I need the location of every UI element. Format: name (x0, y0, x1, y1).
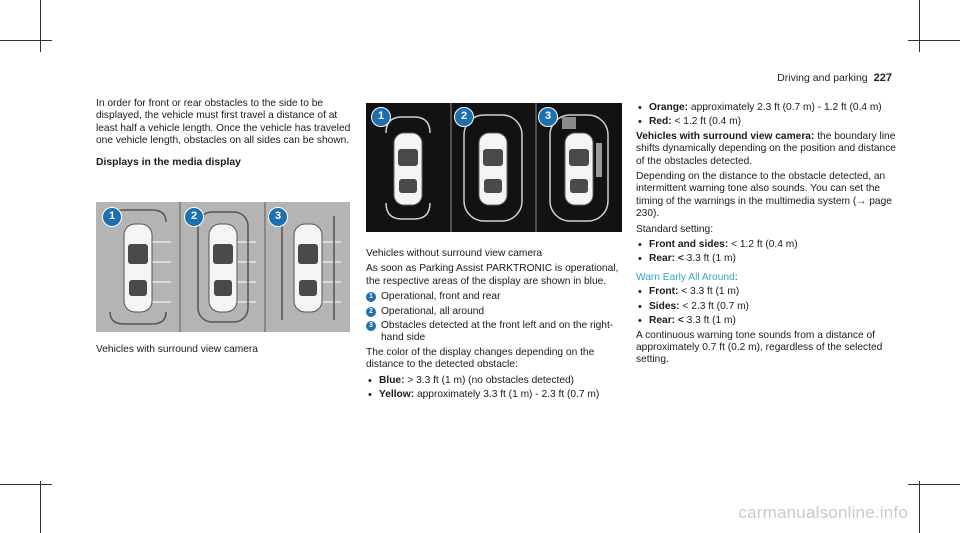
bullet-label: Sides: (649, 300, 680, 312)
numbered-text: Operational, front and rear (381, 291, 501, 303)
bullet-item (636, 286, 896, 298)
bullet-label: Red: (649, 116, 672, 128)
crop-mark (919, 0, 920, 52)
parktronic-illustration (366, 103, 622, 232)
bullet-label: Orange: (649, 102, 689, 113)
page-header (777, 72, 892, 84)
crop-mark (40, 0, 41, 52)
bullet-item (636, 315, 896, 327)
warn-early-paragraph (636, 272, 896, 284)
numbered-item (366, 291, 624, 303)
bullet-item (636, 116, 896, 128)
bullet-text: 3.3 ft (1 m) (686, 253, 736, 265)
crop-mark (0, 40, 52, 41)
surround-label: Vehicles with surround view camera: (636, 130, 815, 142)
surround-text: the boundary line shifts dynamically depending on the position and distance of the obstacles detected. (636, 130, 896, 167)
crop-mark (0, 484, 52, 485)
warn-early-colon: : (734, 271, 738, 283)
section-heading: Displays in the media display (96, 156, 241, 168)
column-middle (366, 244, 624, 403)
color-intro: The color of the display changes depending on the distance to the detected obstacle: (366, 346, 595, 371)
callout-badge-1: 1 (102, 207, 122, 227)
surround-view-illustration (96, 202, 350, 332)
image-caption: Vehicles with surround view camera (96, 344, 258, 355)
column-left-caption (96, 344, 352, 359)
intro-paragraph: As soon as Parking Assist PARKTRONIC is operational, the respective areas of the display are shown in blue. (366, 263, 619, 287)
bullet-text: approximately 3.3 ft (1 m) - 2.3 ft (0.7 m) (416, 389, 600, 401)
crop-mark (40, 481, 41, 533)
crop-mark (919, 481, 920, 533)
bullet-text: > 3.3 ft (1 m) (no obstacles detected) (407, 374, 575, 386)
bullet-text: 3.3 ft (1 m) (686, 315, 736, 327)
numbered-item (366, 306, 624, 318)
bullet-label: Rear: < (649, 315, 684, 327)
column-right (636, 102, 896, 370)
bullet-text: approximately 2.3 ft (0.7 m) - 1.2 ft (0.4 m) (690, 102, 882, 113)
numbered-text: Obstacles detected at the front left and on the right-hand side (381, 320, 614, 344)
bullet-item (366, 375, 624, 387)
bullet-label: Blue: (379, 374, 405, 386)
callout-badge-3: 3 (538, 107, 558, 127)
bullet-text: < 2.3 ft (0.7 m) (682, 300, 749, 312)
crop-mark (908, 484, 960, 485)
bullet-item (636, 102, 896, 114)
bullet-text: < 1.2 ft (0.4 m) (674, 116, 742, 128)
bullet-item (366, 389, 624, 401)
image-caption: Vehicles without surround view camera (366, 248, 543, 259)
number-badge: 3 (366, 321, 376, 331)
warn-early-label: Warn Early All Around (636, 271, 735, 283)
warning-paragraph: Depending on the distance to the obstacle detected, an intermittent warning tone also sounds. You can set the timing of the warnings in the multimedia system (→ page 230). (636, 171, 892, 220)
section-title: Driving and parking (777, 72, 868, 84)
numbered-item (366, 320, 624, 345)
intro-paragraph: In order for front or rear obstacles to the side to be displayed, the vehicle must first travel a distance of at least half a vehicle length. Once the vehicle has traveled one vehicle length, obstacles on all sides can be shown. (96, 98, 351, 147)
number-badge: 1 (366, 292, 376, 302)
callout-badge-3: 3 (268, 207, 288, 227)
bullet-item (636, 301, 896, 313)
bullet-label: Rear: < (649, 253, 684, 265)
crop-mark (908, 40, 960, 41)
page-number: 227 (873, 72, 892, 84)
surround-paragraph (636, 131, 896, 168)
callout-badge-2: 2 (454, 107, 474, 127)
watermark: carmanualsonline.info (738, 503, 908, 522)
bullet-label: Front and sides: (649, 239, 729, 251)
bullet-item (636, 239, 896, 251)
surround-view-svg (96, 202, 350, 332)
number-badge: 2 (366, 307, 376, 317)
column-left (96, 98, 352, 173)
bullet-label: Yellow: (379, 389, 415, 401)
bullet-item (636, 253, 896, 265)
parktronic-svg (366, 103, 622, 232)
bullet-label: Front: (649, 286, 679, 298)
numbered-text: Operational, all around (381, 305, 485, 317)
closing-paragraph: A continuous warning tone sounds from a distance of approximately 0.7 ft (0.2 m), regardless of the selected setting. (636, 329, 883, 366)
callout-badge-2: 2 (184, 207, 204, 227)
callout-badge-1: 1 (371, 107, 391, 127)
bullet-text: < 3.3 ft (1 m) (681, 286, 740, 298)
standard-setting-label: Standard setting: (636, 223, 714, 235)
bullet-text: < 1.2 ft (0.4 m) (731, 239, 798, 251)
